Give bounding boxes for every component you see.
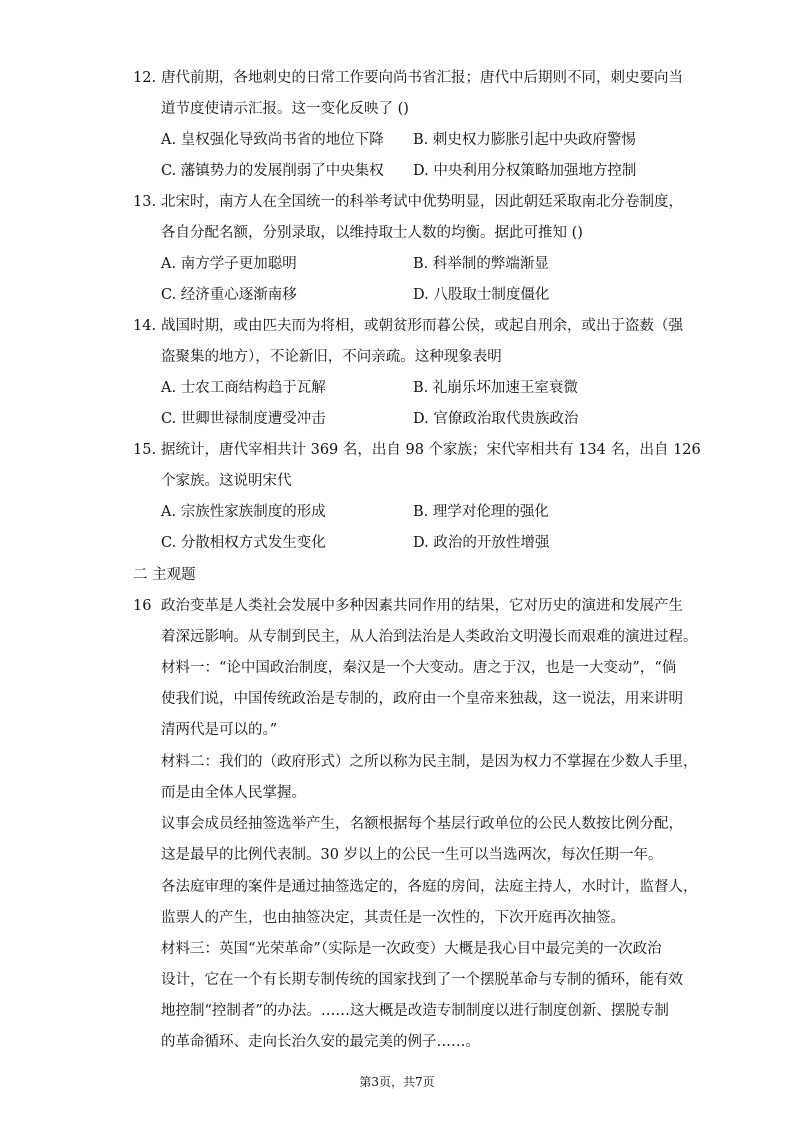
question-number: 15. [133,442,157,458]
option-d: D. 八股取士制度僵化 [413,287,550,303]
option-c: C. 世卿世禄制度遭受冲击 [161,411,326,427]
option-b: B. 科举制的弊端渐显 [413,256,549,272]
question-text: 战国时期，或由匹夫而为将相，或朝贫形而暮公侯，或起自刑余，或出于盗薮（强 [161,318,683,334]
question-number: 16 [133,598,152,614]
paragraph-line: 政治变革是人类社会发展中多种因素共同作用的结果，它对历史的演进和发展产生 [161,598,683,614]
paragraph-line: 使我们说，中国传统政治是专制的，政府由一个皇帝来独裁，这一说法，用来讲明 [161,691,683,707]
paragraph-line: 监票人的产生，也由抽签决定，其责任是一次性的，下次开庭再次抽签。 [161,910,625,926]
paragraph-line: 材料二：我们的（政府形式）之所以称为民主制，是因为权力不掌握在少数人手里， [161,754,698,770]
question-text: 北宋时，南方人在全国统一的科举考试中优势明显，因此朝廷采取南北分卷制度， [161,194,683,210]
option-d: D. 中央利用分权策略加强地方控制 [413,163,637,179]
option-b: B. 礼崩乐坏加速王室衰微 [413,380,578,396]
paragraph-line: 各法庭审理的案件是通过抽签选定的，各庭的房间，法庭主持人，水时计，监督人， [161,879,698,895]
question-text: 据统计，唐代宰相共计 369 名，出自 98 个家族；宋代宰相共有 134 名，出自 126 [161,442,701,458]
paragraph-line: 议事会成员经抽签选举产生，名额根据每个基层行政单位的公民人数按比例分配， [161,816,683,832]
paragraph-line: 而是由全体人民掌握。 [161,785,306,801]
question-text: 盗聚集的地方），不论新旧，不问亲疏。这种现象表明 [161,349,502,365]
paragraph-line: 的革命循环、走向长治久安的最完美的例子……。 [161,1034,480,1050]
paragraph-line: 材料三：英国“光荣革命”（实际是一次政变）大概是我心目中最完美的一次政治 [161,941,662,957]
option-a: A. 南方学子更加聪明 [161,256,297,272]
option-a: A. 士农工商结构趋于瓦解 [161,380,326,396]
option-d: D. 官僚政治取代贵族政治 [413,411,579,427]
question-number: 12. [133,70,157,86]
paragraph-line: 这是最早的比例代表制。30 岁以上的公民一生可以当选两次，每次任期一年。 [161,847,663,863]
option-b: B. 刺史权力膨胀引起中央政府警惕 [413,132,636,148]
option-a: A. 皇权强化导致尚书省的地位下降 [161,132,384,148]
option-c: C. 经济重心逐渐南移 [161,287,297,303]
option-a: A. 宗族性家族制度的形成 [161,504,326,520]
option-c: C. 藩镇势力的发展削弱了中央集权 [161,163,384,179]
option-c: C. 分散相权方式发生变化 [161,535,326,551]
option-b: B. 理学对伦理的强化 [413,504,549,520]
option-d: D. 政治的开放性增强 [413,535,550,551]
paragraph-line: 着深远影响。从专制到民主，从人治到法治是人类政治文明漫长而艰难的演进过程。 [161,629,698,645]
paragraph-line: 清两代是可以的。” [161,722,278,738]
page-footer: 第3页，共7页 [359,1075,435,1089]
question-number: 13. [133,194,157,210]
question-text: 唐代前期，各地刺史的日常工作要向尚书省汇报；唐代中后期则不同，刺史要向当 [161,70,683,86]
paragraph-line: 设计，它在一个有长期专制传统的国家找到了一个摆脱革命与专制的循环，能有效 [161,972,683,988]
paragraph-line: 材料一：“论中国政治制度，秦汉是一个大变动。唐之于汉，也是一大变动”，“倘 [161,660,677,676]
paragraph-line: 地控制“控制者”的办法。……这大概是改造专制制度以进行制度创新、摆脱专制 [161,1003,669,1019]
question-text: 道节度使请示汇报。这一变化反映了 () [161,101,409,117]
question-text: 个家族。这说明宋代 [161,473,292,489]
question-number: 14. [133,318,157,334]
question-text: 各自分配名额，分别录取，以维持取士人数的均衡。据此可推知 () [161,225,583,241]
section-heading: 二 主观题 [133,567,196,583]
